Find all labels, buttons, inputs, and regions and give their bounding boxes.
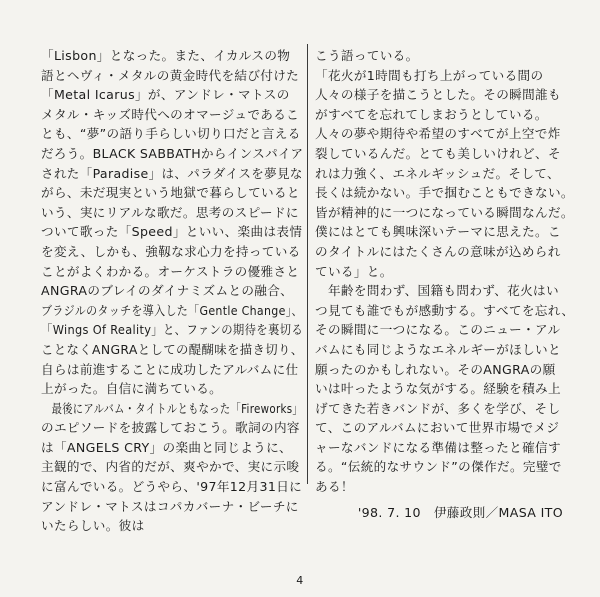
- text-line: 年齢を問わず、国籍も問わず、花火はい: [315, 283, 559, 299]
- page-number: 4: [296, 574, 304, 587]
- text-line: アンドレ・マトスはコパカバーナ・ビーチに: [41, 498, 299, 514]
- text-line: メタル・キッズ時代へのオマージュであるこ: [41, 106, 300, 122]
- text-line: 人々の夢や期待や希望のすべてが上空で炸: [315, 126, 561, 142]
- text-line: いは叶ったような気がする。経験を積み上: [315, 381, 561, 397]
- text-line: 「Wings Of Reality」と、ファンの期待を裏切る: [41, 322, 304, 338]
- text-line: された「Paradise」は、パラダイスを夢見な: [41, 165, 303, 181]
- author-signature: '98. 7. 10 伊藤政則／MASA ITO: [357, 504, 563, 520]
- right-text-column: [315, 46, 577, 522]
- text-line: ブラジルのタッチを導入した「Gentle Change」、: [41, 302, 303, 318]
- text-line: ことがよくわかる。オーケストラの優雅さと: [41, 263, 300, 279]
- text-line: 願ったのかもしれない。そのANGRAの願: [315, 361, 556, 377]
- text-line: ついて歌った「Speed」といい、楽曲は表情: [41, 224, 303, 240]
- text-line: 上がった。自信に満ちている。: [41, 381, 223, 397]
- text-line: ANGRAのブレイのダイナミズムとの融合、: [41, 283, 294, 299]
- text-line: こう語っている。: [315, 48, 419, 63]
- text-line: つ見ても誰でもが感動する。すべてを忘れ、: [315, 302, 575, 318]
- text-line: て、このアルバムにおいて世界市場でメジ: [315, 420, 560, 436]
- text-line: バムにも同じようなエネルギーがほしいと: [315, 341, 561, 357]
- text-line: ャーなバンドになる準備は整ったと確信す: [315, 439, 561, 455]
- text-line: とも、“夢”の語り手らしい切り口だと言える: [41, 126, 301, 142]
- text-line: 皆が精神的に一つになっている瞬間なんだ。: [315, 204, 574, 220]
- text-line: のタイトルにはたくさんの意味が込められ: [315, 243, 561, 259]
- text-line: 「Metal Icarus」が、アンドレ・マトスの: [41, 87, 290, 103]
- text-line: その瞬間に一つになる。このニュー・アル: [315, 322, 561, 338]
- text-line: 主観的で、内省的だが、爽やかで、実に示唆: [41, 459, 300, 475]
- left-text-column: [41, 46, 303, 536]
- text-line: に富んでいる。どうやら、'97年12月31日に: [41, 479, 303, 495]
- text-line: いう、実にリアルな歌だ。思考のスピードに: [41, 204, 299, 220]
- text-line: を変え、しかも、強靱な求心力を持っている: [41, 243, 301, 259]
- text-line: いたらしい。彼は: [41, 518, 145, 534]
- text-line: ている」と。: [315, 263, 393, 279]
- text-line: 人々の様子を描こうとした。その瞬間誰も: [315, 87, 561, 103]
- text-line: 語とヘヴィ・メタルの黄金時代を結び付けた: [41, 67, 300, 83]
- text-line: る。“伝統的なサウンド”の傑作だ。完璧で: [315, 459, 562, 475]
- text-line: だろう。BLACK SABBATHからインスパイア: [41, 145, 304, 161]
- text-line: ことなくANGRAとしての醍醐味を描き切り、: [41, 341, 304, 357]
- text-line: 僕にはとても興味深いテーマに思えた。こ: [315, 224, 561, 240]
- column-divider: [307, 44, 308, 484]
- text-line: 最後にアルバム・タイトルともなった「Fireworks」: [41, 400, 304, 416]
- text-line: がすべてを忘れてしまおうとしている。: [315, 106, 548, 122]
- text-line: 「花火が1時間も打ち上がっている間の: [315, 67, 544, 83]
- text-line: のエピソードを披露しておこう。歌詞の内容: [41, 420, 300, 436]
- text-line: 自らは前進することに成功したアルバムに仕: [41, 361, 299, 377]
- text-line: 裂しているんだ。とても美しいけれど、そ: [315, 145, 561, 161]
- text-line: がら、未だ現実という地獄で暮らしていると: [41, 185, 300, 201]
- text-line: 「Lisbon」となった。また、イカルスの物: [41, 48, 291, 63]
- text-line: 長くは続かない。手で掴むこともできない。: [315, 185, 574, 201]
- text-line: は「ANGELS CRY」の楽曲と同じように、: [41, 439, 292, 455]
- text-line: ある！: [315, 479, 354, 495]
- text-line: げてきた若きバンドが、多くを学び、そし: [315, 400, 561, 416]
- text-line: れは力強く、エネルギッシュだ。そして、: [315, 165, 560, 181]
